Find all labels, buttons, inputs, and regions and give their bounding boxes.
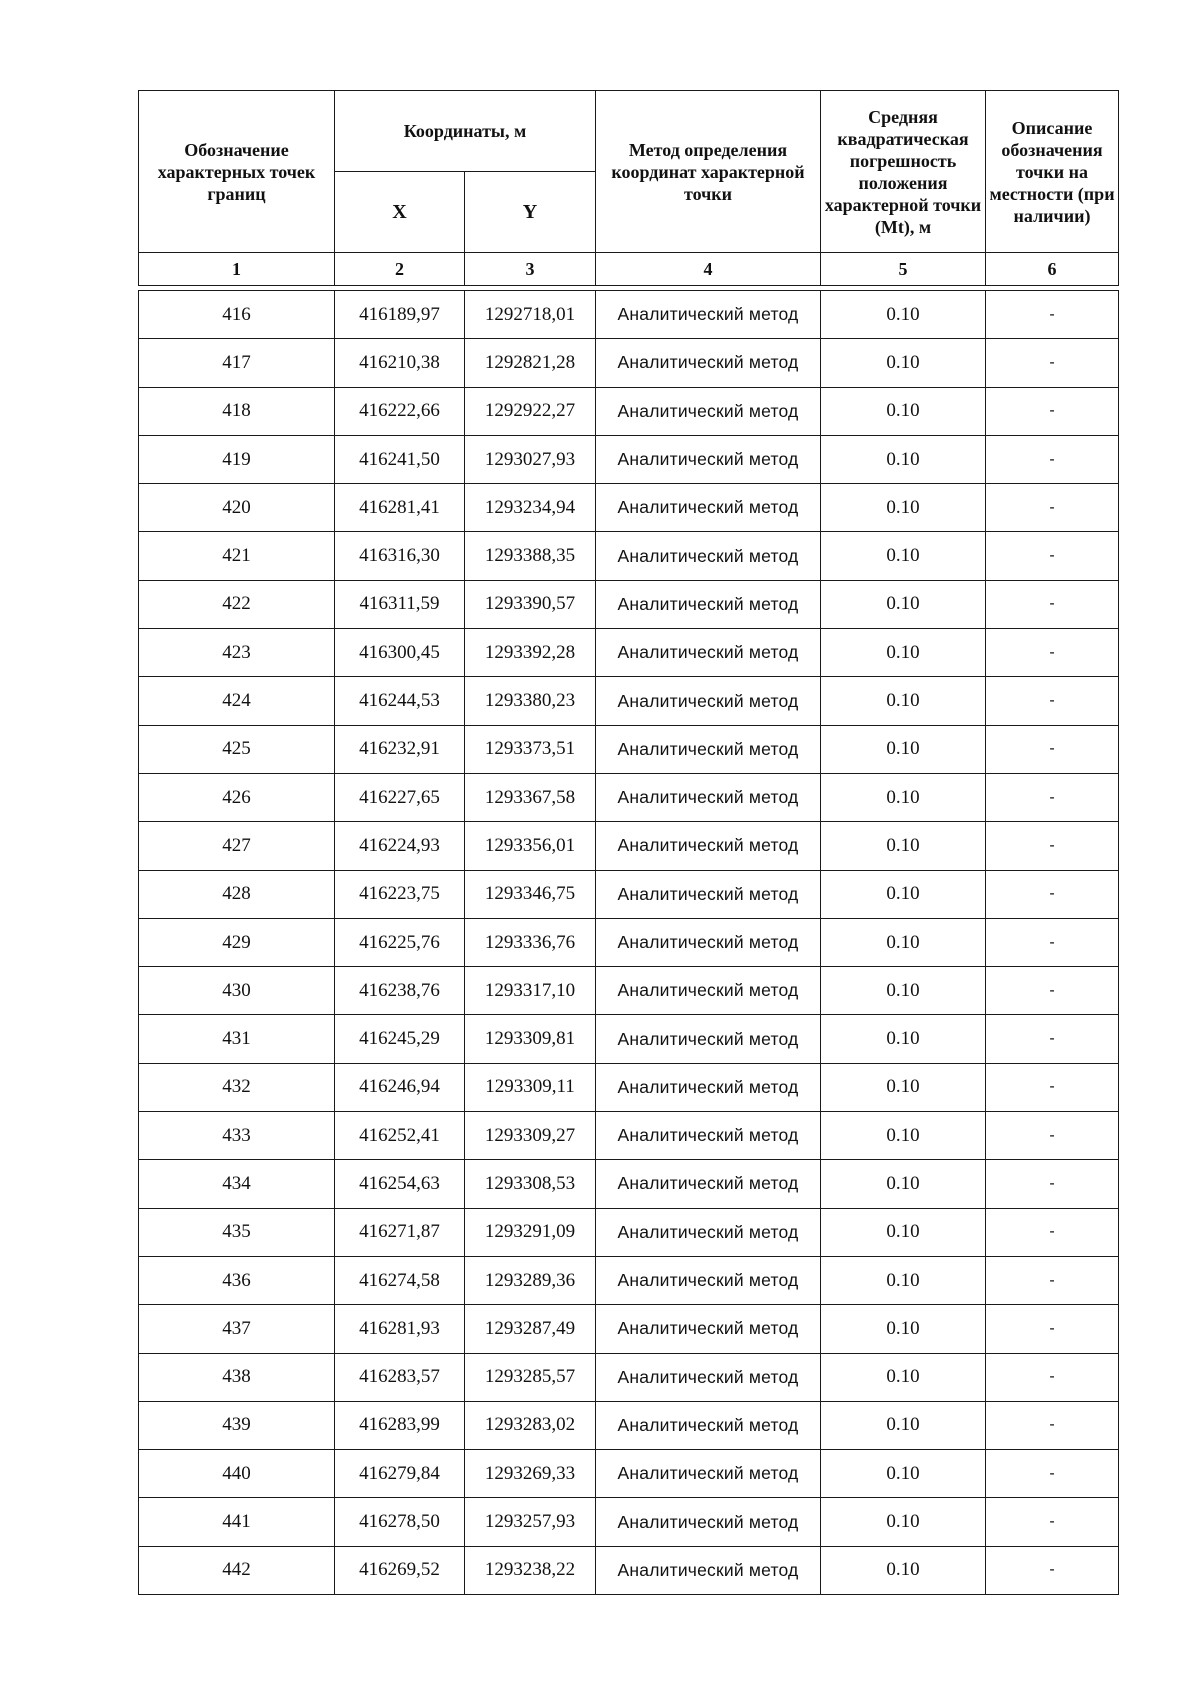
cell-x: 416283,99 [335,1401,465,1449]
cell-point: 439 [139,1401,335,1449]
cell-description: - [986,870,1119,918]
cell-x: 416271,87 [335,1208,465,1256]
cell-description: - [986,918,1119,966]
cell-point: 421 [139,532,335,580]
cell-method: Аналитический метод [596,1160,821,1208]
cell-x: 416244,53 [335,677,465,725]
table-row [139,1015,1119,1063]
cell-method: Аналитический метод [596,484,821,532]
cell-y: 1293234,94 [465,484,596,532]
table-row [139,1546,1119,1594]
cell-error: 0.10 [821,870,986,918]
cell-method: Аналитический метод [596,291,821,339]
cell-error: 0.10 [821,773,986,821]
cell-y: 1293291,09 [465,1208,596,1256]
cell-error: 0.10 [821,725,986,773]
cell-x: 416269,52 [335,1546,465,1594]
cell-error: 0.10 [821,1498,986,1546]
cell-x: 416189,97 [335,291,465,339]
cell-point: 423 [139,629,335,677]
table-row [139,1401,1119,1449]
cell-point: 417 [139,339,335,387]
cell-error: 0.10 [821,1401,986,1449]
cell-x: 416246,94 [335,1063,465,1111]
cell-error: 0.10 [821,1256,986,1304]
table-row [139,773,1119,821]
cell-error: 0.10 [821,1063,986,1111]
cell-x: 416223,75 [335,870,465,918]
cell-point: 427 [139,822,335,870]
cell-method: Аналитический метод [596,1450,821,1498]
cell-y: 1293309,81 [465,1015,596,1063]
cell-error: 0.10 [821,918,986,966]
cell-x: 416316,30 [335,532,465,580]
cell-description: - [986,677,1119,725]
cell-error: 0.10 [821,339,986,387]
coordinates-document [138,90,1118,1595]
cell-error: 0.10 [821,1546,986,1594]
cell-x: 416238,76 [335,967,465,1015]
header-point-designation: Обозначение характерных точек границ [139,91,335,253]
cell-x: 416224,93 [335,822,465,870]
cell-point: 416 [139,291,335,339]
cell-method: Аналитический метод [596,1112,821,1160]
cell-y: 1293285,57 [465,1353,596,1401]
cell-y: 1293289,36 [465,1256,596,1304]
cell-point: 419 [139,435,335,483]
cell-point: 418 [139,387,335,435]
cell-y: 1293388,35 [465,532,596,580]
cell-method: Аналитический метод [596,1256,821,1304]
cell-point: 425 [139,725,335,773]
table-header [138,90,1119,286]
table-row [139,1498,1119,1546]
cell-error: 0.10 [821,1450,986,1498]
cell-point: 442 [139,1546,335,1594]
cell-point: 428 [139,870,335,918]
cell-point: 420 [139,484,335,532]
table-row [139,1112,1119,1160]
cell-x: 416274,58 [335,1256,465,1304]
cell-y: 1293257,93 [465,1498,596,1546]
cell-y: 1293346,75 [465,870,596,918]
cell-description: - [986,1208,1119,1256]
table-row [139,1160,1119,1208]
column-number: 2 [335,253,465,286]
cell-x: 416300,45 [335,629,465,677]
table-row [139,1450,1119,1498]
cell-description: - [986,435,1119,483]
cell-method: Аналитический метод [596,339,821,387]
cell-error: 0.10 [821,1305,986,1353]
cell-point: 440 [139,1450,335,1498]
cell-description: - [986,1353,1119,1401]
cell-point: 436 [139,1256,335,1304]
cell-method: Аналитический метод [596,822,821,870]
header-description: Описание обозначения точки на местности (при наличии) [986,91,1119,253]
cell-x: 416254,63 [335,1160,465,1208]
column-number: 5 [821,253,986,286]
cell-y: 1293027,93 [465,435,596,483]
cell-y: 1293373,51 [465,725,596,773]
cell-point: 437 [139,1305,335,1353]
cell-method: Аналитический метод [596,1063,821,1111]
table-row [139,918,1119,966]
cell-x: 416210,38 [335,339,465,387]
table-row [139,677,1119,725]
header-error: Средняя квадратическая погрешность положения характерной точки (Mt), м [821,91,986,253]
cell-point: 426 [139,773,335,821]
cell-error: 0.10 [821,629,986,677]
cell-point: 431 [139,1015,335,1063]
cell-error: 0.10 [821,532,986,580]
cell-y: 1293356,01 [465,822,596,870]
cell-x: 416311,59 [335,580,465,628]
table-row [139,339,1119,387]
cell-x: 416281,93 [335,1305,465,1353]
cell-x: 416227,65 [335,773,465,821]
table-row [139,484,1119,532]
cell-x: 416281,41 [335,484,465,532]
cell-x: 416252,41 [335,1112,465,1160]
cell-method: Аналитический метод [596,1015,821,1063]
column-number: 1 [139,253,335,286]
column-number: 3 [465,253,596,286]
cell-description: - [986,1498,1119,1546]
cell-error: 0.10 [821,580,986,628]
cell-error: 0.10 [821,291,986,339]
cell-y: 1293269,33 [465,1450,596,1498]
cell-description: - [986,725,1119,773]
table-row [139,291,1119,339]
cell-y: 1293238,22 [465,1546,596,1594]
cell-method: Аналитический метод [596,918,821,966]
cell-description: - [986,629,1119,677]
cell-description: - [986,1401,1119,1449]
cell-error: 0.10 [821,484,986,532]
table-row [139,1063,1119,1111]
cell-point: 435 [139,1208,335,1256]
table-row [139,725,1119,773]
cell-y: 1293283,02 [465,1401,596,1449]
cell-y: 1293317,10 [465,967,596,1015]
cell-error: 0.10 [821,387,986,435]
cell-y: 1293309,27 [465,1112,596,1160]
cell-x: 416232,91 [335,725,465,773]
table-row [139,629,1119,677]
cell-description: - [986,484,1119,532]
column-number: 4 [596,253,821,286]
header-x: X [335,172,465,253]
cell-description: - [986,1450,1119,1498]
table-row [139,435,1119,483]
table-row [139,1256,1119,1304]
cell-x: 416222,66 [335,387,465,435]
cell-method: Аналитический метод [596,1401,821,1449]
cell-description: - [986,1160,1119,1208]
header-coordinates: Координаты, м [335,91,596,172]
cell-method: Аналитический метод [596,435,821,483]
cell-method: Аналитический метод [596,387,821,435]
cell-error: 0.10 [821,1112,986,1160]
cell-method: Аналитический метод [596,629,821,677]
cell-y: 1292922,27 [465,387,596,435]
cell-error: 0.10 [821,822,986,870]
cell-x: 416241,50 [335,435,465,483]
cell-point: 432 [139,1063,335,1111]
cell-error: 0.10 [821,1208,986,1256]
cell-point: 433 [139,1112,335,1160]
cell-description: - [986,291,1119,339]
cell-method: Аналитический метод [596,1353,821,1401]
cell-description: - [986,1063,1119,1111]
cell-error: 0.10 [821,1015,986,1063]
cell-error: 0.10 [821,677,986,725]
table-body [138,290,1119,1595]
cell-method: Аналитический метод [596,725,821,773]
cell-y: 1293336,76 [465,918,596,966]
cell-error: 0.10 [821,1160,986,1208]
table-row [139,1353,1119,1401]
cell-x: 416245,29 [335,1015,465,1063]
cell-description: - [986,339,1119,387]
table-row [139,822,1119,870]
cell-description: - [986,580,1119,628]
cell-description: - [986,1256,1119,1304]
table-row [139,1305,1119,1353]
cell-method: Аналитический метод [596,1546,821,1594]
cell-description: - [986,1112,1119,1160]
cell-method: Аналитический метод [596,532,821,580]
cell-point: 424 [139,677,335,725]
cell-y: 1293308,53 [465,1160,596,1208]
cell-x: 416225,76 [335,918,465,966]
cell-method: Аналитический метод [596,677,821,725]
cell-method: Аналитический метод [596,1305,821,1353]
cell-error: 0.10 [821,435,986,483]
cell-y: 1293367,58 [465,773,596,821]
cell-description: - [986,822,1119,870]
column-number: 6 [986,253,1119,286]
cell-point: 422 [139,580,335,628]
cell-point: 429 [139,918,335,966]
table-row [139,870,1119,918]
header-method: Метод определения координат характерной точки [596,91,821,253]
cell-y: 1293390,57 [465,580,596,628]
cell-description: - [986,967,1119,1015]
cell-x: 416283,57 [335,1353,465,1401]
cell-y: 1292821,28 [465,339,596,387]
table-row [139,1208,1119,1256]
cell-method: Аналитический метод [596,773,821,821]
cell-description: - [986,1305,1119,1353]
cell-x: 416279,84 [335,1450,465,1498]
table-row [139,580,1119,628]
table-row [139,387,1119,435]
cell-x: 416278,50 [335,1498,465,1546]
cell-error: 0.10 [821,1353,986,1401]
cell-y: 1293309,11 [465,1063,596,1111]
cell-method: Аналитический метод [596,967,821,1015]
cell-point: 441 [139,1498,335,1546]
cell-method: Аналитический метод [596,1208,821,1256]
cell-description: - [986,387,1119,435]
cell-description: - [986,773,1119,821]
cell-method: Аналитический метод [596,580,821,628]
cell-method: Аналитический метод [596,870,821,918]
cell-point: 434 [139,1160,335,1208]
table-row [139,532,1119,580]
table-row [139,967,1119,1015]
cell-description: - [986,1546,1119,1594]
cell-method: Аналитический метод [596,1498,821,1546]
cell-point: 430 [139,967,335,1015]
cell-description: - [986,532,1119,580]
cell-y: 1292718,01 [465,291,596,339]
cell-y: 1293287,49 [465,1305,596,1353]
cell-y: 1293380,23 [465,677,596,725]
header-y: Y [465,172,596,253]
cell-description: - [986,1015,1119,1063]
cell-point: 438 [139,1353,335,1401]
cell-y: 1293392,28 [465,629,596,677]
cell-error: 0.10 [821,967,986,1015]
